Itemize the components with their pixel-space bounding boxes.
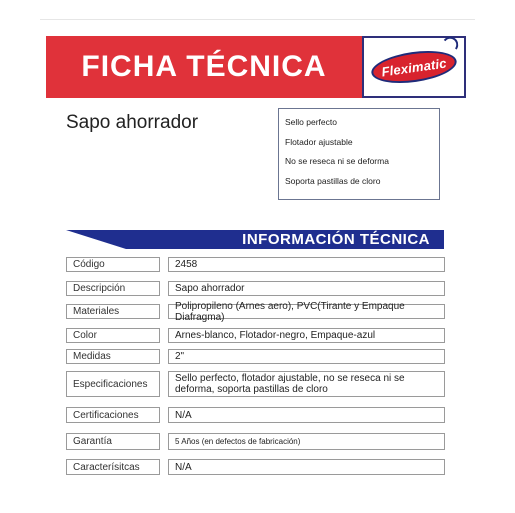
feature-item: Soporta pastillas de cloro <box>285 175 381 186</box>
top-divider <box>40 19 475 20</box>
title-banner <box>46 36 362 98</box>
info-section-banner <box>66 230 444 249</box>
features-box <box>278 108 440 200</box>
spec-label: Garantía <box>66 433 160 450</box>
spec-label: Caracterísitcas <box>66 459 160 475</box>
product-name: Sapo ahorrador <box>66 112 199 133</box>
spec-label: Código <box>66 257 160 272</box>
spec-label: Medidas <box>66 349 160 364</box>
logo-swirl-icon <box>441 36 459 54</box>
spec-label: Color <box>66 328 160 343</box>
brand-logo <box>362 36 466 98</box>
info-section-title: INFORMACIÓN TÉCNICA <box>242 231 430 248</box>
spec-value: 5 Años (en defectos de fabricación) <box>168 433 445 450</box>
spec-label: Certificaciones <box>66 407 160 423</box>
feature-item: Flotador ajustable <box>285 136 353 147</box>
logo-text: Fleximatic <box>380 55 448 79</box>
feature-item: Sello perfecto <box>285 117 337 127</box>
spec-value: N/A <box>168 407 445 423</box>
spec-label: Materiales <box>66 304 160 319</box>
spec-value: 2" <box>168 349 445 364</box>
spec-value: Sello perfecto, flotador ajustable, no se reseca ni se deforma, soporta pastillas de cloro <box>168 371 445 397</box>
spec-value: 2458 <box>168 257 445 272</box>
logo-oval <box>369 46 458 88</box>
feature-item: No se reseca ni se deforma <box>285 156 389 167</box>
spec-value: Arnes-blanco, Flotador-negro, Empaque-azul <box>168 328 445 343</box>
page-title: FICHA TÉCNICA <box>81 50 327 83</box>
spec-value: N/A <box>168 459 445 475</box>
spec-label: Descripción <box>66 281 160 296</box>
spec-value: Sapo ahorrador <box>168 281 445 296</box>
spec-value: Polipropileno (Arnes aero), PVC(Tirante y Empaque Diafragma) <box>168 304 445 319</box>
spec-label: Especificaciones <box>66 371 160 397</box>
